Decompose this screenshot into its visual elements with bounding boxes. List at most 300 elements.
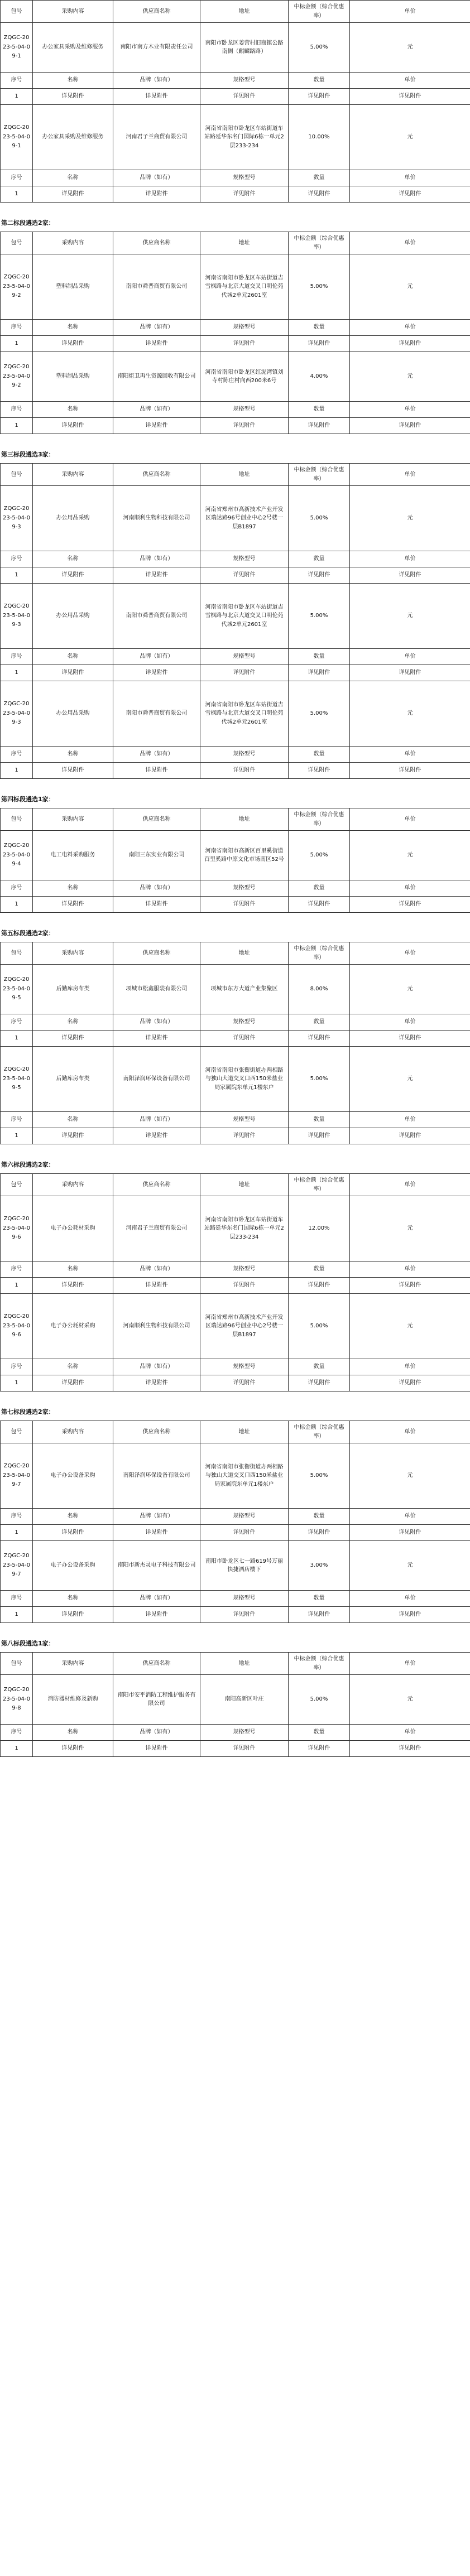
detail-spec-value: 详见附件 xyxy=(200,186,289,203)
detail-row xyxy=(1,1741,470,1757)
detail-spec-value: 详见附件 xyxy=(200,1031,289,1047)
package-number: ZQGC-2023-5-04-09-7 xyxy=(1,1443,33,1509)
supplier-name: 项城市松鑫服装有限公司 xyxy=(113,965,200,1014)
detail-row xyxy=(1,89,470,105)
detail-seq-value: 1 xyxy=(1,418,33,434)
package-number: ZQGC-2023-5-04-09-6 xyxy=(1,1196,33,1261)
section-title: 第七标段遴选2家： xyxy=(1,1408,55,1415)
supplier-address: 南阳市卧龙区姜营村旧商镇公路南侧（麒麟路路） xyxy=(200,23,289,73)
detail-unit-value: 详见附件 xyxy=(350,1525,470,1541)
discount-rate: 5.00% xyxy=(289,1294,350,1359)
detail-row xyxy=(1,186,470,203)
detail-row xyxy=(1,567,470,584)
detail-header-row xyxy=(1,1509,470,1525)
header-rate: 中标金额（综合优惠率） xyxy=(289,1653,350,1675)
results-table xyxy=(0,1173,470,1391)
detail-unit: 单价 xyxy=(350,1509,470,1525)
detail-brand-value: 详见附件 xyxy=(113,1278,200,1294)
header-item: 采购内容 xyxy=(33,1,113,23)
discount-rate: 5.00% xyxy=(289,1047,350,1112)
supplier-name: 南阳三东实业有限公司 xyxy=(113,831,200,880)
detail-name: 名称 xyxy=(33,1014,113,1031)
detail-brand: 品牌（如有） xyxy=(113,320,200,336)
detail-header-row xyxy=(1,73,470,89)
supplier-address: 河南省南阳市卧龙区红泥湾镇刘寺村陈庄村向西200米6号 xyxy=(200,352,289,402)
package-number: ZQGC-2023-5-04-09-2 xyxy=(1,352,33,402)
detail-spec: 规格型号 xyxy=(200,1112,289,1128)
detail-name-value: 详见附件 xyxy=(33,1525,113,1541)
detail-unit: 单价 xyxy=(350,1014,470,1031)
detail-unit-value: 详见附件 xyxy=(350,665,470,681)
detail-seq-value: 1 xyxy=(1,1031,33,1047)
detail-brand-value: 详见附件 xyxy=(113,1375,200,1391)
detail-unit-value: 详见附件 xyxy=(350,1607,470,1623)
detail-spec-value: 详见附件 xyxy=(200,89,289,105)
detail-unit-value: 详见附件 xyxy=(350,1375,470,1391)
header-address: 地址 xyxy=(200,1653,289,1675)
detail-unit-value: 详见附件 xyxy=(350,186,470,203)
detail-header-row xyxy=(1,747,470,763)
detail-unit: 单价 xyxy=(350,747,470,763)
detail-name-value: 详见附件 xyxy=(33,1375,113,1391)
detail-brand-value: 详见附件 xyxy=(113,1031,200,1047)
detail-header-row xyxy=(1,649,470,665)
detail-name-value: 详见附件 xyxy=(33,665,113,681)
unit-price: 元 xyxy=(350,1196,470,1261)
item-name: 电子办公耗材采购 xyxy=(33,1294,113,1359)
detail-unit: 单价 xyxy=(350,170,470,186)
detail-qty: 数量 xyxy=(289,1112,350,1128)
detail-name-value: 详见附件 xyxy=(33,763,113,779)
header-rate: 中标金额（综合优惠率） xyxy=(289,1,350,23)
detail-qty: 数量 xyxy=(289,1261,350,1278)
detail-qty: 数量 xyxy=(289,649,350,665)
detail-unit-value: 详见附件 xyxy=(350,897,470,913)
detail-brand-value: 详见附件 xyxy=(113,186,200,203)
detail-spec-value: 详见附件 xyxy=(200,763,289,779)
item-name: 消防器材维修及新购 xyxy=(33,1675,113,1725)
detail-name: 名称 xyxy=(33,747,113,763)
header-rate: 中标金额（综合优惠率） xyxy=(289,942,350,965)
detail-brand-value: 详见附件 xyxy=(113,336,200,352)
results-table xyxy=(0,463,470,779)
detail-unit-value: 详见附件 xyxy=(350,763,470,779)
supplier-address: 河南省南阳市高新区百里奚街道百里奚路中原文化市场南区52号 xyxy=(200,831,289,880)
detail-seq: 序号 xyxy=(1,320,33,336)
header-unit: 单价 xyxy=(350,1653,470,1675)
detail-seq: 序号 xyxy=(1,1725,33,1741)
detail-header-row xyxy=(1,320,470,336)
detail-unit-value: 详见附件 xyxy=(350,567,470,584)
detail-seq: 序号 xyxy=(1,747,33,763)
section-title: 第八标段遴选1家： xyxy=(1,1640,55,1647)
table-row xyxy=(1,965,470,1014)
supplier-name: 河南顺利生物科技有限公司 xyxy=(113,486,200,551)
detail-name-value: 详见附件 xyxy=(33,1741,113,1757)
section-spacer xyxy=(0,434,470,446)
detail-qty: 数量 xyxy=(289,402,350,418)
table-row xyxy=(1,23,470,73)
detail-name: 名称 xyxy=(33,1359,113,1375)
detail-seq-value: 1 xyxy=(1,186,33,203)
supplier-name: 南阳炬卫再生资源回收有限公司 xyxy=(113,352,200,402)
detail-unit: 单价 xyxy=(350,1591,470,1607)
header-rate: 中标金额（综合优惠率） xyxy=(289,232,350,254)
package-number: ZQGC-2023-5-04-09-5 xyxy=(1,965,33,1014)
detail-brand: 品牌（如有） xyxy=(113,402,200,418)
supplier-name: 南阳市安平消防工程维护服务有限公司 xyxy=(113,1675,200,1725)
detail-header-row xyxy=(1,1261,470,1278)
unit-price: 元 xyxy=(350,831,470,880)
unit-price: 元 xyxy=(350,681,470,747)
detail-name-value: 详见附件 xyxy=(33,1607,113,1623)
header-rate: 中标金额（综合优惠率） xyxy=(289,1174,350,1196)
detail-brand: 品牌（如有） xyxy=(113,1591,200,1607)
table-row xyxy=(1,486,470,551)
results-table xyxy=(0,942,470,1144)
detail-unit-value: 详见附件 xyxy=(350,1128,470,1144)
detail-name-value: 详见附件 xyxy=(33,1278,113,1294)
header-supplier: 供应商名称 xyxy=(113,1653,200,1675)
detail-seq-value: 1 xyxy=(1,1128,33,1144)
detail-qty-value: 详见附件 xyxy=(289,567,350,584)
detail-brand-value: 详见附件 xyxy=(113,665,200,681)
discount-rate: 5.00% xyxy=(289,584,350,649)
table-row xyxy=(1,105,470,170)
unit-price: 元 xyxy=(350,352,470,402)
package-number: ZQGC-2023-5-04-09-1 xyxy=(1,23,33,73)
detail-unit: 单价 xyxy=(350,1725,470,1741)
package-number: ZQGC-2023-5-04-09-1 xyxy=(1,105,33,170)
header-pkg: 包号 xyxy=(1,232,33,254)
section-spacer xyxy=(0,1144,470,1157)
table-row xyxy=(1,1294,470,1359)
detail-qty: 数量 xyxy=(289,320,350,336)
table-row xyxy=(1,352,470,402)
detail-header-row xyxy=(1,1112,470,1128)
item-name: 电子办公耗材采购 xyxy=(33,1196,113,1261)
unit-price: 元 xyxy=(350,1294,470,1359)
detail-header-row xyxy=(1,880,470,897)
detail-header-row xyxy=(1,1591,470,1607)
discount-rate: 5.00% xyxy=(289,23,350,73)
detail-spec-value: 详见附件 xyxy=(200,567,289,584)
detail-seq-value: 1 xyxy=(1,665,33,681)
unit-price: 元 xyxy=(350,105,470,170)
header-address: 地址 xyxy=(200,464,289,486)
supplier-name: 南阳市新杰灵电子科技有限公司 xyxy=(113,1541,200,1591)
detail-unit-value: 详见附件 xyxy=(350,336,470,352)
detail-brand: 品牌（如有） xyxy=(113,1725,200,1741)
detail-brand-value: 详见附件 xyxy=(113,763,200,779)
header-unit: 单价 xyxy=(350,232,470,254)
detail-unit-value: 详见附件 xyxy=(350,1031,470,1047)
detail-spec-value: 详见附件 xyxy=(200,336,289,352)
item-name: 办公家具采购及维修服务 xyxy=(33,105,113,170)
detail-qty-value: 详见附件 xyxy=(289,336,350,352)
supplier-name: 南阳市南方木业有限责任公司 xyxy=(113,23,200,73)
detail-seq: 序号 xyxy=(1,402,33,418)
header-item: 采购内容 xyxy=(33,808,113,831)
detail-brand: 品牌（如有） xyxy=(113,1509,200,1525)
package-number: ZQGC-2023-5-04-09-6 xyxy=(1,1294,33,1359)
results-table xyxy=(0,0,470,203)
detail-name-value: 详见附件 xyxy=(33,89,113,105)
discount-rate: 5.00% xyxy=(289,681,350,747)
detail-name: 名称 xyxy=(33,1725,113,1741)
detail-seq: 序号 xyxy=(1,649,33,665)
detail-qty: 数量 xyxy=(289,1014,350,1031)
supplier-name: 河南君子兰商贸有限公司 xyxy=(113,105,200,170)
header-pkg: 包号 xyxy=(1,1174,33,1196)
item-name: 塑料制品采购 xyxy=(33,352,113,402)
item-name: 办公家具采购及维修服务 xyxy=(33,23,113,73)
detail-name: 名称 xyxy=(33,1261,113,1278)
detail-name-value: 详见附件 xyxy=(33,1128,113,1144)
detail-seq-value: 1 xyxy=(1,1741,33,1757)
section-title: 第二标段遴选2家： xyxy=(1,219,55,227)
item-name: 电工电料采购服务 xyxy=(33,831,113,880)
section-title: 第六标段遴选2家： xyxy=(1,1161,55,1168)
detail-spec: 规格型号 xyxy=(200,320,289,336)
table-row xyxy=(1,1541,470,1591)
detail-brand: 品牌（如有） xyxy=(113,1014,200,1031)
header-item: 采购内容 xyxy=(33,1174,113,1196)
header-rate: 中标金额（综合优惠率） xyxy=(289,464,350,486)
detail-spec: 规格型号 xyxy=(200,170,289,186)
section-title: 第五标段遴选2家： xyxy=(1,930,55,937)
header-supplier: 供应商名称 xyxy=(113,808,200,831)
detail-header-row xyxy=(1,1014,470,1031)
detail-unit-value: 详见附件 xyxy=(350,89,470,105)
header-supplier: 供应商名称 xyxy=(113,1,200,23)
detail-seq: 序号 xyxy=(1,880,33,897)
table-row xyxy=(1,254,470,320)
header-item: 采购内容 xyxy=(33,1653,113,1675)
detail-qty: 数量 xyxy=(289,551,350,567)
unit-price: 元 xyxy=(350,1675,470,1725)
detail-name-value: 详见附件 xyxy=(33,897,113,913)
discount-rate: 5.00% xyxy=(289,254,350,320)
table-header-row xyxy=(1,1653,470,1675)
header-item: 采购内容 xyxy=(33,942,113,965)
detail-header-row xyxy=(1,1725,470,1741)
detail-spec-value: 详见附件 xyxy=(200,1375,289,1391)
supplier-name: 河南君子兰商贸有限公司 xyxy=(113,1196,200,1261)
discount-rate: 4.00% xyxy=(289,352,350,402)
item-name: 后勤库房布类 xyxy=(33,1047,113,1112)
detail-row xyxy=(1,1031,470,1047)
detail-name: 名称 xyxy=(33,1112,113,1128)
detail-spec: 规格型号 xyxy=(200,1261,289,1278)
discount-rate: 5.00% xyxy=(289,1443,350,1509)
detail-brand-value: 详见附件 xyxy=(113,567,200,584)
detail-name: 名称 xyxy=(33,73,113,89)
supplier-name: 河南顺利生物科技有限公司 xyxy=(113,1294,200,1359)
table-row xyxy=(1,1675,470,1725)
detail-row xyxy=(1,1607,470,1623)
table-row xyxy=(1,681,470,747)
supplier-address: 河南省郑州市高新技术产业开发区瑞达路96号创业中心2号楼一层B1897 xyxy=(200,486,289,551)
detail-brand: 品牌（如有） xyxy=(113,551,200,567)
detail-brand-value: 详见附件 xyxy=(113,1128,200,1144)
header-unit: 单价 xyxy=(350,1174,470,1196)
detail-qty-value: 详见附件 xyxy=(289,1607,350,1623)
detail-qty: 数量 xyxy=(289,1509,350,1525)
header-address: 地址 xyxy=(200,942,289,965)
item-name: 电子办公设备采购 xyxy=(33,1541,113,1591)
package-number: ZQGC-2023-5-04-09-3 xyxy=(1,486,33,551)
detail-qty-value: 详见附件 xyxy=(289,186,350,203)
detail-brand: 品牌（如有） xyxy=(113,1112,200,1128)
item-name: 办公用品采购 xyxy=(33,584,113,649)
detail-name: 名称 xyxy=(33,1591,113,1607)
table-header-row xyxy=(1,464,470,486)
item-name: 办公用品采购 xyxy=(33,486,113,551)
detail-name: 名称 xyxy=(33,1509,113,1525)
detail-name: 名称 xyxy=(33,402,113,418)
detail-seq-value: 1 xyxy=(1,1375,33,1391)
table-header-row xyxy=(1,808,470,831)
header-unit: 单价 xyxy=(350,464,470,486)
detail-row xyxy=(1,763,470,779)
header-supplier: 供应商名称 xyxy=(113,1174,200,1196)
detail-name-value: 详见附件 xyxy=(33,567,113,584)
results-table xyxy=(0,1421,470,1623)
detail-name: 名称 xyxy=(33,551,113,567)
detail-seq: 序号 xyxy=(1,1261,33,1278)
item-name: 后勤库房布类 xyxy=(33,965,113,1014)
detail-seq: 序号 xyxy=(1,1014,33,1031)
unit-price: 元 xyxy=(350,584,470,649)
detail-seq-value: 1 xyxy=(1,897,33,913)
supplier-address: 南阳高新区叶庄 xyxy=(200,1675,289,1725)
detail-qty: 数量 xyxy=(289,747,350,763)
detail-seq: 序号 xyxy=(1,73,33,89)
detail-qty: 数量 xyxy=(289,73,350,89)
detail-name: 名称 xyxy=(33,649,113,665)
detail-brand-value: 详见附件 xyxy=(113,897,200,913)
detail-unit: 单价 xyxy=(350,73,470,89)
detail-qty-value: 详见附件 xyxy=(289,89,350,105)
header-supplier: 供应商名称 xyxy=(113,942,200,965)
detail-brand-value: 详见附件 xyxy=(113,89,200,105)
unit-price: 元 xyxy=(350,254,470,320)
supplier-name: 南阳市舜普商贸有限公司 xyxy=(113,584,200,649)
detail-brand: 品牌（如有） xyxy=(113,1261,200,1278)
detail-row xyxy=(1,897,470,913)
detail-qty-value: 详见附件 xyxy=(289,1741,350,1757)
header-pkg: 包号 xyxy=(1,942,33,965)
detail-name: 名称 xyxy=(33,170,113,186)
detail-unit-value: 详见附件 xyxy=(350,1278,470,1294)
detail-name: 名称 xyxy=(33,320,113,336)
detail-seq-value: 1 xyxy=(1,336,33,352)
header-pkg: 包号 xyxy=(1,1653,33,1675)
package-number: ZQGC-2023-5-04-09-5 xyxy=(1,1047,33,1112)
discount-rate: 3.00% xyxy=(289,1541,350,1591)
item-name: 塑料制品采购 xyxy=(33,254,113,320)
detail-spec-value: 详见附件 xyxy=(200,1741,289,1757)
supplier-address: 河南省南阳市卧龙区车站街道吉雪枫路与北京大道交叉口明伦苑代城2单元2601室 xyxy=(200,254,289,320)
detail-brand: 品牌（如有） xyxy=(113,747,200,763)
detail-unit: 单价 xyxy=(350,1359,470,1375)
header-rate: 中标金额（综合优惠率） xyxy=(289,1421,350,1443)
detail-seq: 序号 xyxy=(1,1509,33,1525)
package-number: ZQGC-2023-5-04-09-4 xyxy=(1,831,33,880)
detail-seq: 序号 xyxy=(1,1112,33,1128)
results-table xyxy=(0,232,470,434)
detail-spec-value: 详见附件 xyxy=(200,1525,289,1541)
header-pkg: 包号 xyxy=(1,808,33,831)
detail-qty: 数量 xyxy=(289,170,350,186)
table-row xyxy=(1,1047,470,1112)
table-row xyxy=(1,1196,470,1261)
detail-brand: 品牌（如有） xyxy=(113,649,200,665)
table-row xyxy=(1,831,470,880)
detail-seq-value: 1 xyxy=(1,1278,33,1294)
detail-spec: 规格型号 xyxy=(200,402,289,418)
header-item: 采购内容 xyxy=(33,464,113,486)
table-header-row xyxy=(1,232,470,254)
detail-unit: 单价 xyxy=(350,1261,470,1278)
detail-brand: 品牌（如有） xyxy=(113,170,200,186)
detail-seq-value: 1 xyxy=(1,763,33,779)
detail-qty-value: 详见附件 xyxy=(289,1525,350,1541)
header-supplier: 供应商名称 xyxy=(113,1421,200,1443)
unit-price: 元 xyxy=(350,1541,470,1591)
detail-row xyxy=(1,1278,470,1294)
detail-qty: 数量 xyxy=(289,1591,350,1607)
detail-spec: 规格型号 xyxy=(200,551,289,567)
supplier-address: 河南省南阳市卧龙区车站街道吉雪枫路与北京大道交叉口明伦苑代城2单元2601室 xyxy=(200,681,289,747)
header-address: 地址 xyxy=(200,1,289,23)
supplier-address: 河南省南阳市卧龙区车站街道吉雪枫路与北京大道交叉口明伦苑代城2单元2601室 xyxy=(200,584,289,649)
detail-qty-value: 详见附件 xyxy=(289,1128,350,1144)
supplier-name: 南阳市舜普商贸有限公司 xyxy=(113,681,200,747)
detail-spec-value: 详见附件 xyxy=(200,665,289,681)
detail-spec: 规格型号 xyxy=(200,1014,289,1031)
table-header-row xyxy=(1,1,470,23)
supplier-address: 南阳市卧龙区七一路619号万丽快捷酒店楼下 xyxy=(200,1541,289,1591)
supplier-address: 项城市东方大道产业集聚区 xyxy=(200,965,289,1014)
header-supplier: 供应商名称 xyxy=(113,232,200,254)
detail-qty-value: 详见附件 xyxy=(289,763,350,779)
detail-spec-value: 详见附件 xyxy=(200,1607,289,1623)
section-spacer xyxy=(0,1623,470,1635)
detail-brand-value: 详见附件 xyxy=(113,1525,200,1541)
unit-price: 元 xyxy=(350,1047,470,1112)
package-number: ZQGC-2023-5-04-09-7 xyxy=(1,1541,33,1591)
section-spacer xyxy=(0,1757,470,1769)
supplier-name: 南阳泽润环保设备有限公司 xyxy=(113,1443,200,1509)
results-table xyxy=(0,808,470,913)
detail-name-value: 详见附件 xyxy=(33,336,113,352)
detail-header-row xyxy=(1,402,470,418)
package-number: ZQGC-2023-5-04-09-3 xyxy=(1,681,33,747)
detail-qty: 数量 xyxy=(289,1359,350,1375)
detail-seq-value: 1 xyxy=(1,89,33,105)
header-pkg: 包号 xyxy=(1,1,33,23)
table-row xyxy=(1,1443,470,1509)
detail-spec-value: 详见附件 xyxy=(200,418,289,434)
detail-spec: 规格型号 xyxy=(200,1359,289,1375)
results-table xyxy=(0,1652,470,1757)
supplier-address: 河南省南阳市卧龙区车站街道车站路延华东名门国际6栋一单元2层233-234 xyxy=(200,1196,289,1261)
package-number: ZQGC-2023-5-04-09-3 xyxy=(1,584,33,649)
detail-unit: 单价 xyxy=(350,880,470,897)
detail-row xyxy=(1,1375,470,1391)
